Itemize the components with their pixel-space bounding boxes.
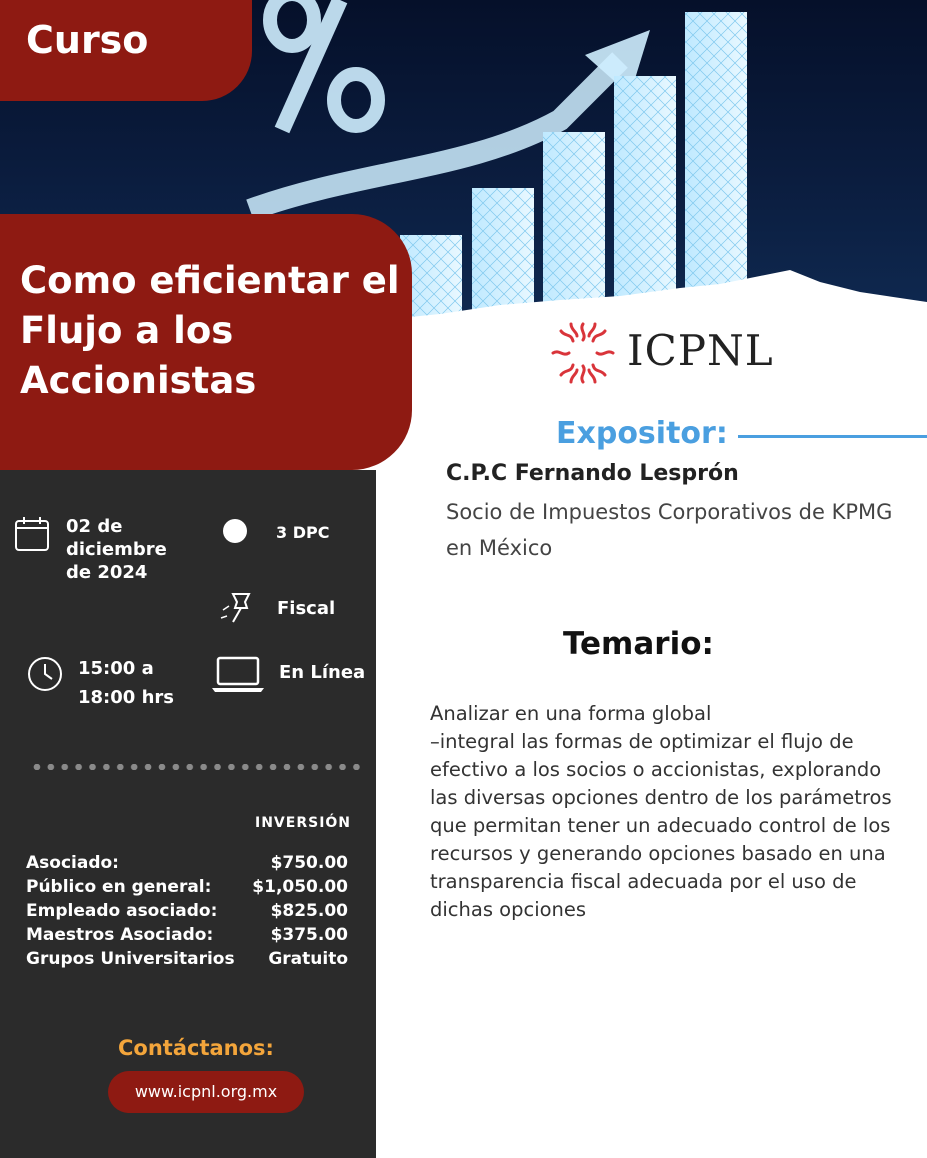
icpnl-logo-icon <box>549 320 617 386</box>
credits-dot-icon <box>222 518 248 544</box>
price-value: $1,050.00 <box>252 877 348 897</box>
speaker-label: Expositor: <box>556 416 728 451</box>
icpnl-logo-text: ICPNL <box>627 326 774 375</box>
pricing-label: INVERSIÓN <box>255 815 352 831</box>
course-title: Como eficientar el Flujo a los Accionistas <box>20 259 400 402</box>
agenda-title: Temario: <box>563 626 714 662</box>
price-name: Maestros Asociado: <box>26 925 214 945</box>
speaker-role: Socio de Impuestos Corporativos de KPMG en México <box>446 500 893 560</box>
course-area: Fiscal <box>277 598 336 619</box>
dotted-divider <box>30 764 360 770</box>
price-name: Empleado asociado: <box>26 901 218 921</box>
agenda-body: Analizar en una forma global –integral las formas de optimizar el flujo de efectivo a los socios o accionistas, explorando las diversas opciones dentro de los parámetros que permitan tener un adecuado control de los recursos y generando opciones basado en una transparencia fiscal adecuada por el uso de dichas opciones <box>430 702 892 921</box>
contact-label: Contáctanos: <box>118 1036 274 1060</box>
speaker-name: C.P.C Fernando Lesprón <box>446 461 739 486</box>
price-name: Público en general: <box>26 877 212 897</box>
calendar-icon <box>14 516 50 552</box>
course-credits: 3 DPC <box>276 523 330 542</box>
course-date: 02 de diciembre de 2024 <box>66 516 167 583</box>
website-link[interactable]: www.icpnl.org.mx <box>108 1071 304 1113</box>
price-value: $375.00 <box>270 925 348 945</box>
clock-icon <box>26 655 64 693</box>
price-value: Gratuito <box>268 949 348 969</box>
course-time: 15:00 a 18:00 hrs <box>78 658 174 708</box>
title-panel <box>0 214 412 470</box>
price-value: $750.00 <box>270 853 348 873</box>
course-badge-label: Curso <box>26 18 149 62</box>
push-pin-icon <box>219 588 257 626</box>
price-value: $825.00 <box>270 901 348 921</box>
speaker-divider <box>738 435 927 438</box>
price-name: Grupos Universitarios <box>26 949 235 969</box>
course-badge <box>0 0 252 101</box>
laptop-icon <box>211 656 265 694</box>
course-mode: En Línea <box>279 662 366 683</box>
price-name: Asociado: <box>26 853 119 873</box>
